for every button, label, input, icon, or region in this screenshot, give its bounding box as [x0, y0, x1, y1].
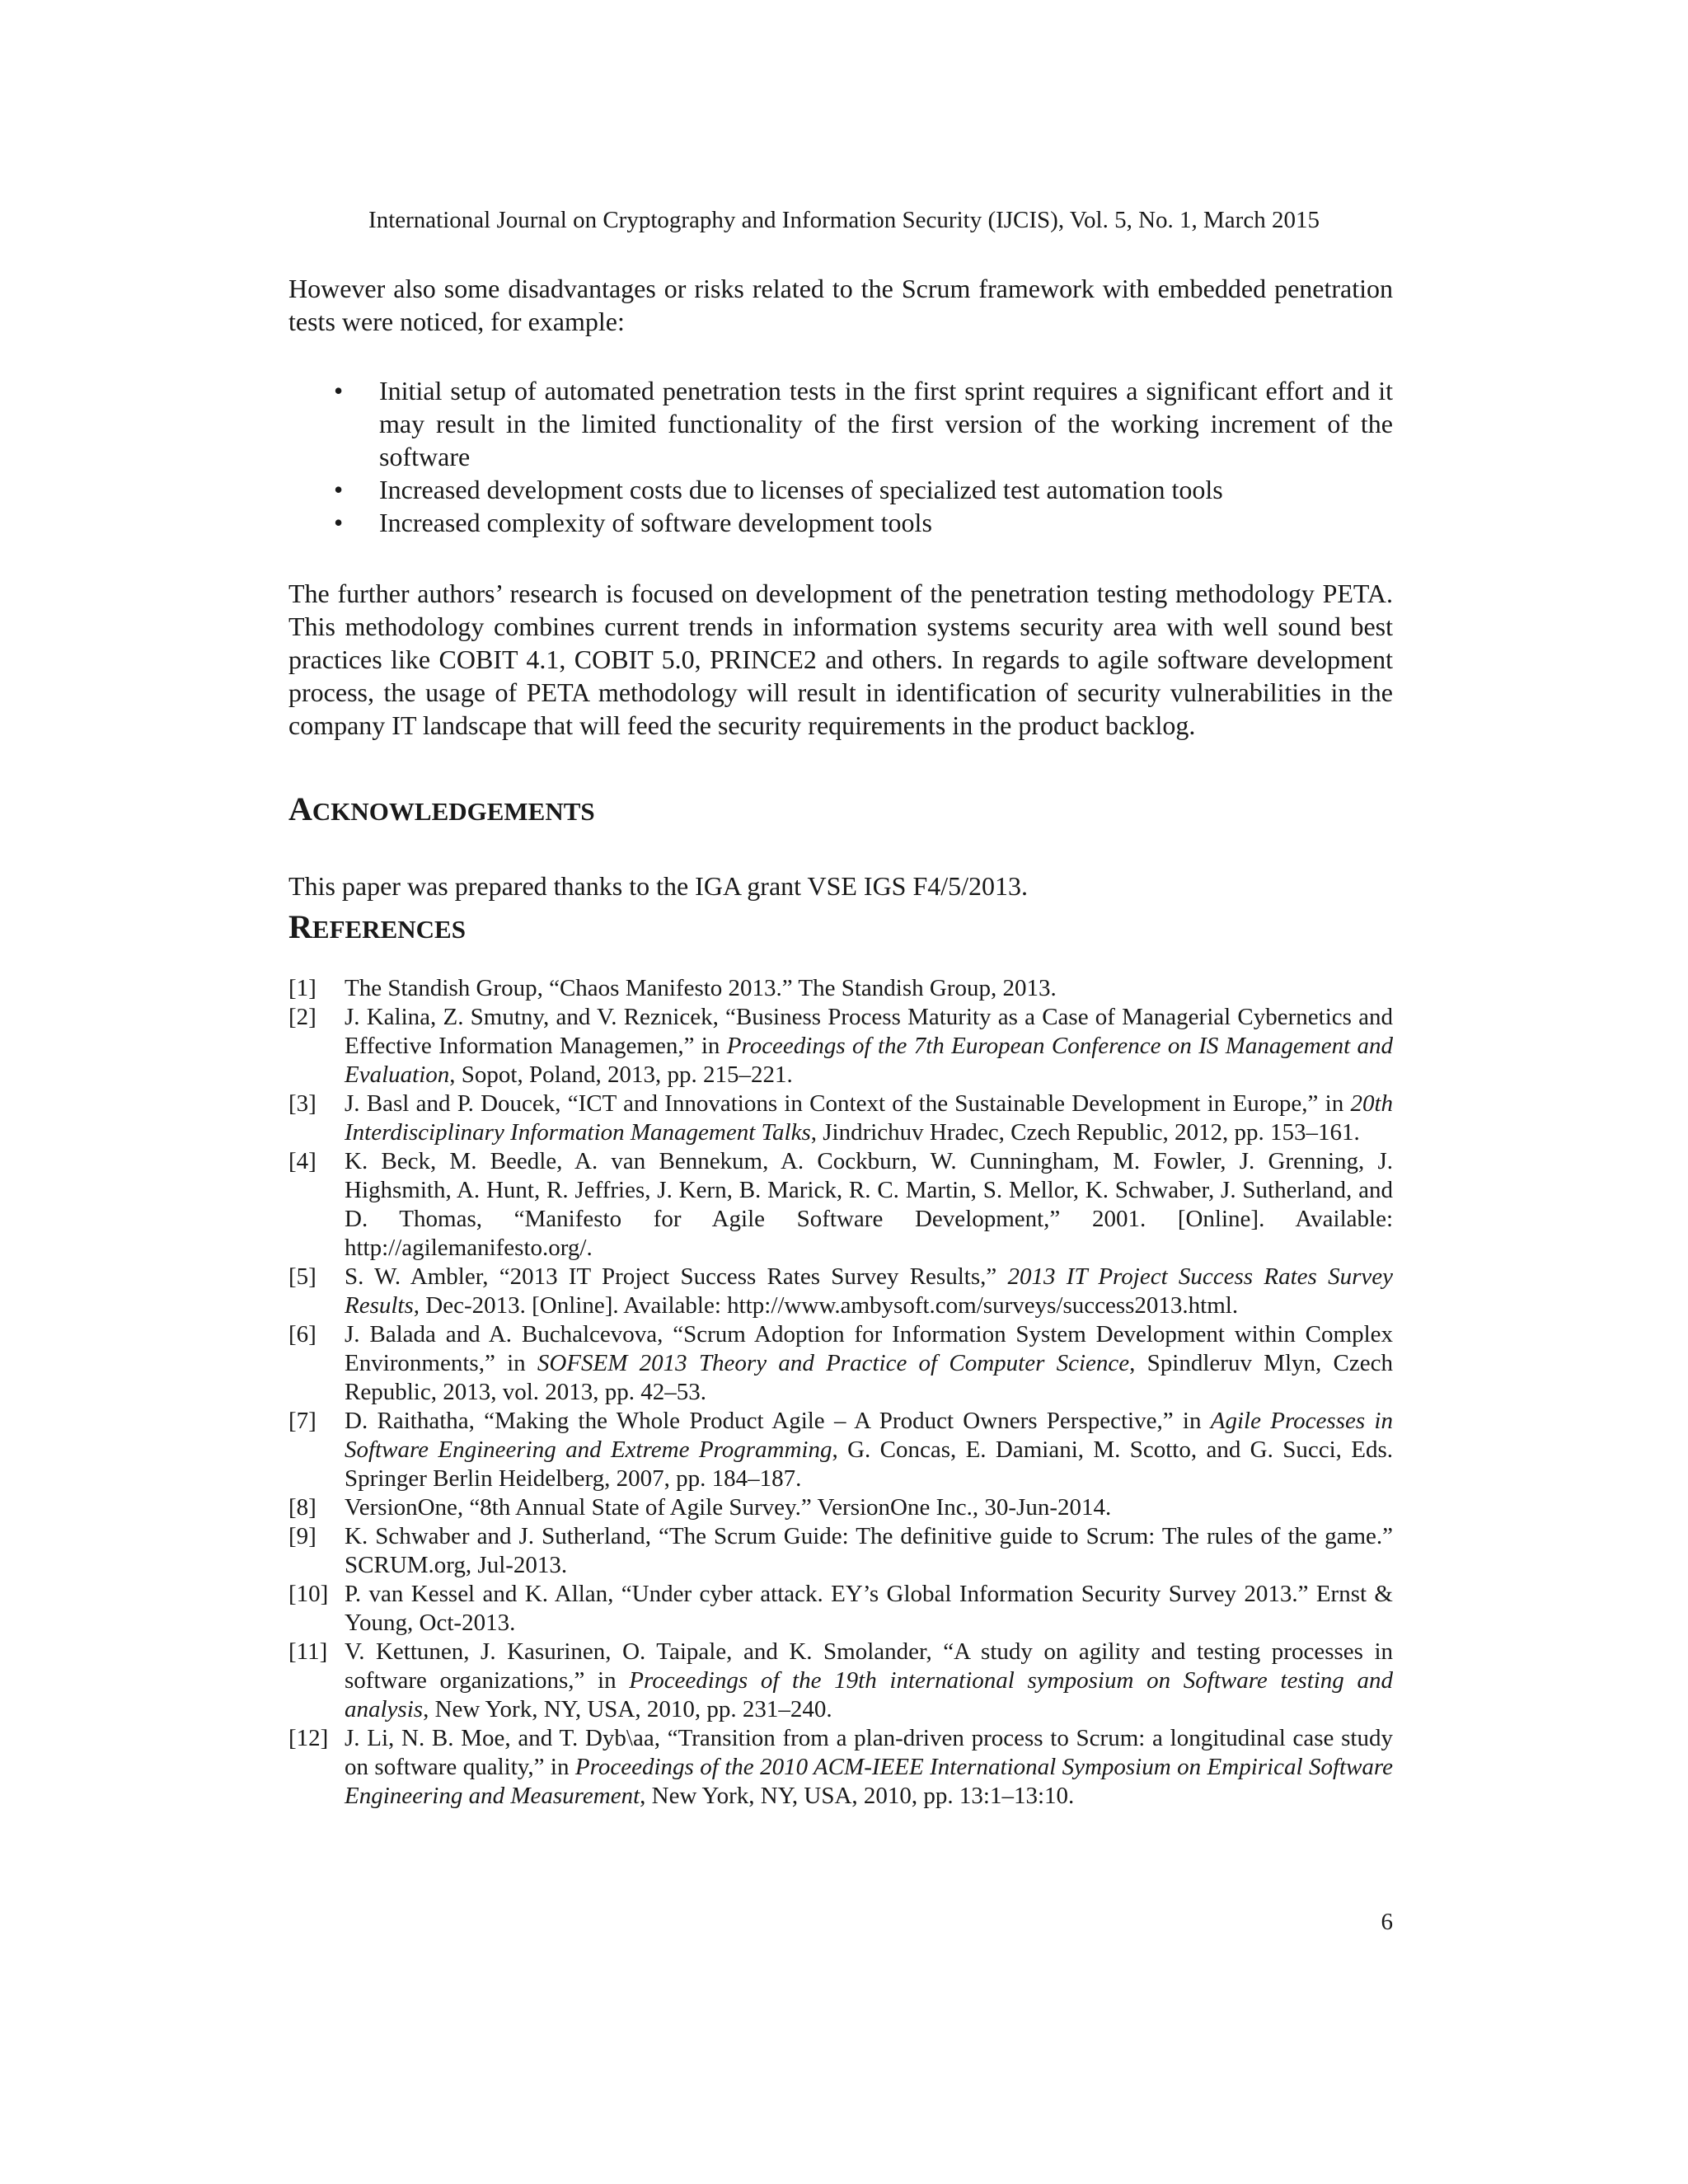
- acknowledgements-text: This paper was prepared thanks to the IGA grant VSE IGS F4/5/2013.: [288, 871, 1029, 901]
- further-research-paragraph: The further authors’ research is focused on development of the penetration testing methodology PETA. This methodology combines current trends in information systems security area with well sound best practices like COBIT 4.1, COBIT 5.0, PRINCE2 and others. In regards to agile software development process, the usage of PETA methodology will result in identification of security vulnerabilities in the company IT landscape that will feed the security requirements in the product backlog.: [288, 579, 1393, 740]
- reference-number: [9]: [288, 1523, 316, 1549]
- reference-venue: SOFSEM 2013 Theory and Practice of Computer Science: [537, 1350, 1130, 1376]
- reference-item: [288, 1263, 1393, 1320]
- reference-text: The Standish Group, “Chaos Manifesto 2013.” The Standish Group, 2013.: [345, 975, 1057, 1001]
- reference-number: [12]: [288, 1725, 329, 1751]
- reference-venue: Agile Processes in Software Engineering and Extreme Programming: [345, 1408, 1393, 1463]
- reference-number: [6]: [288, 1321, 316, 1347]
- reference-details: , Dec-2013. [Online]. Available: http://www.ambysoft.com/surveys/success2013.html.: [413, 1292, 1239, 1319]
- reference-item: [288, 1147, 1393, 1263]
- reference-list: [288, 974, 1393, 1811]
- list-item: [288, 506, 1393, 539]
- reference-number: [7]: [288, 1408, 316, 1434]
- reference-text: K. Schwaber and J. Sutherland, “The Scrum Guide: The definitive guide to Scrum: The rules of the game.” SCRUM.org, Jul-2013.: [345, 1523, 1393, 1578]
- reference-details: , G. Concas, E. Damiani, M. Scotto, and G. Succi, Eds. Springer Berlin Heidelberg, 2007, pp. 184–187.: [345, 1436, 1393, 1492]
- reference-venue: Proceedings of the 2010 ACM-IEEE International Symposium on Empirical Software Engineering and Measurement: [345, 1754, 1393, 1809]
- reference-venue: Proceedings of the 19th international symposium on Software testing and analysis: [345, 1667, 1393, 1722]
- reference-item: [288, 1522, 1393, 1580]
- acknowledgements-heading: [288, 790, 1393, 832]
- reference-item: [288, 1407, 1393, 1493]
- bullet-icon: •: [334, 508, 344, 537]
- bullet-icon: •: [334, 376, 344, 405]
- reference-text: J. Li, N. B. Moe, and T. Dyb\aa, “Transition from a plan-driven process to Scrum: a longitudinal case study on software quality,” in: [345, 1725, 1393, 1780]
- reference-details: , New York, NY, USA, 2010, pp. 13:1–13:10.: [640, 1783, 1075, 1809]
- running-header: International Journal on Cryptography and Information Security (IJCIS), Vol. 5, No. 1, March 2015: [368, 207, 1320, 233]
- heading-initial: A: [288, 790, 312, 827]
- reference-number: [5]: [288, 1263, 316, 1290]
- page-body: [288, 272, 1393, 1811]
- list-item: [288, 473, 1393, 506]
- reference-number: [4]: [288, 1148, 316, 1174]
- reference-number: [10]: [288, 1581, 329, 1607]
- reference-item: [288, 1493, 1393, 1522]
- intro-paragraph: However also some disadvantages or risks related to the Scrum framework with embedded penetration tests were noticed, for example:: [288, 274, 1393, 336]
- heading-rest: EFERENCES: [312, 915, 466, 944]
- reference-text: P. van Kessel and K. Allan, “Under cyber attack. EY’s Global Information Security Survey 2013.” Ernst & Young, Oct-2013.: [345, 1581, 1393, 1636]
- bullet-icon: •: [334, 475, 344, 504]
- reference-number: [1]: [288, 975, 316, 1001]
- reference-text: V. Kettunen, J. Kasurinen, O. Taipale, and K. Smolander, “A study on agility and testing processes in software organizations,” in: [345, 1638, 1393, 1694]
- reference-item: [288, 1580, 1393, 1638]
- reference-number: [2]: [288, 1004, 316, 1030]
- heading-rest: CKNOWLEDGEMENTS: [312, 797, 595, 826]
- reference-text: K. Beck, M. Beedle, A. van Bennekum, A. Cockburn, W. Cunningham, M. Fowler, J. Grenning, J. Highsmith, A. Hunt, R. Jeffries, J. Kern, B. Marick, R. C. Martin, S. Mellor, K. Schwaber, J. Sutherland, and D. Thomas, “Manifesto for Agile Software Development,” 2001. [Online]. Available: http://agilemanifesto.org/.: [345, 1148, 1393, 1261]
- reference-venue: 2013 IT Project Success Rates Survey Results: [345, 1263, 1393, 1319]
- risk-list: [288, 374, 1393, 539]
- reference-item: [288, 974, 1393, 1003]
- reference-text: J. Balada and A. Buchalcevova, “Scrum Adoption for Information System Development within Complex Environments,” in: [345, 1321, 1393, 1376]
- reference-text: VersionOne, “8th Annual State of Agile Survey.” VersionOne Inc., 30-Jun-2014.: [345, 1494, 1112, 1521]
- reference-details: , New York, NY, USA, 2010, pp. 231–240.: [423, 1696, 832, 1722]
- heading-initial: R: [288, 908, 312, 945]
- reference-details: , Jindrichuv Hradec, Czech Republic, 2012, pp. 153–161.: [810, 1119, 1360, 1146]
- references-heading: [288, 907, 1393, 949]
- list-item: [288, 374, 1393, 473]
- reference-text: J. Basl and P. Doucek, “ICT and Innovations in Context of the Sustainable Development in Europe,” in: [345, 1090, 1351, 1117]
- list-item-text: Increased development costs due to licenses of specialized test automation tools: [379, 475, 1223, 504]
- reference-item: [288, 1638, 1393, 1724]
- reference-number: [3]: [288, 1090, 316, 1117]
- reference-venue: Proceedings of the 7th European Conference on IS Management and Evaluation: [345, 1033, 1394, 1088]
- reference-venue: 20th Interdisciplinary Information Management Talks: [345, 1090, 1393, 1146]
- reference-text: J. Kalina, Z. Smutny, and V. Reznicek, “Business Process Maturity as a Case of Managerial Cybernetics and Effective Information Managemen,” in: [345, 1004, 1393, 1059]
- reference-item: [288, 1724, 1393, 1811]
- reference-item: [288, 1090, 1393, 1147]
- reference-text: S. W. Ambler, “2013 IT Project Success Rates Survey Results,”: [345, 1263, 1008, 1290]
- reference-details: , Spindleruv Mlyn, Czech Republic, 2013, vol. 2013, pp. 42–53.: [345, 1350, 1393, 1405]
- reference-item: [288, 1003, 1393, 1090]
- reference-number: [8]: [288, 1494, 316, 1521]
- reference-text: D. Raithatha, “Making the Whole Product Agile – A Product Owners Perspective,” in: [345, 1408, 1211, 1434]
- reference-details: , Sopot, Poland, 2013, pp. 215–221.: [449, 1062, 793, 1088]
- list-item-text: Increased complexity of software development tools: [379, 508, 932, 537]
- reference-number: [11]: [288, 1638, 328, 1665]
- page-number: 6: [1381, 1909, 1393, 1935]
- list-item-text: Initial setup of automated penetration tests in the first sprint requires a significant effort and it may result in the limited functionality of the first version of the working increment of the software: [379, 376, 1393, 471]
- reference-item: [288, 1320, 1393, 1407]
